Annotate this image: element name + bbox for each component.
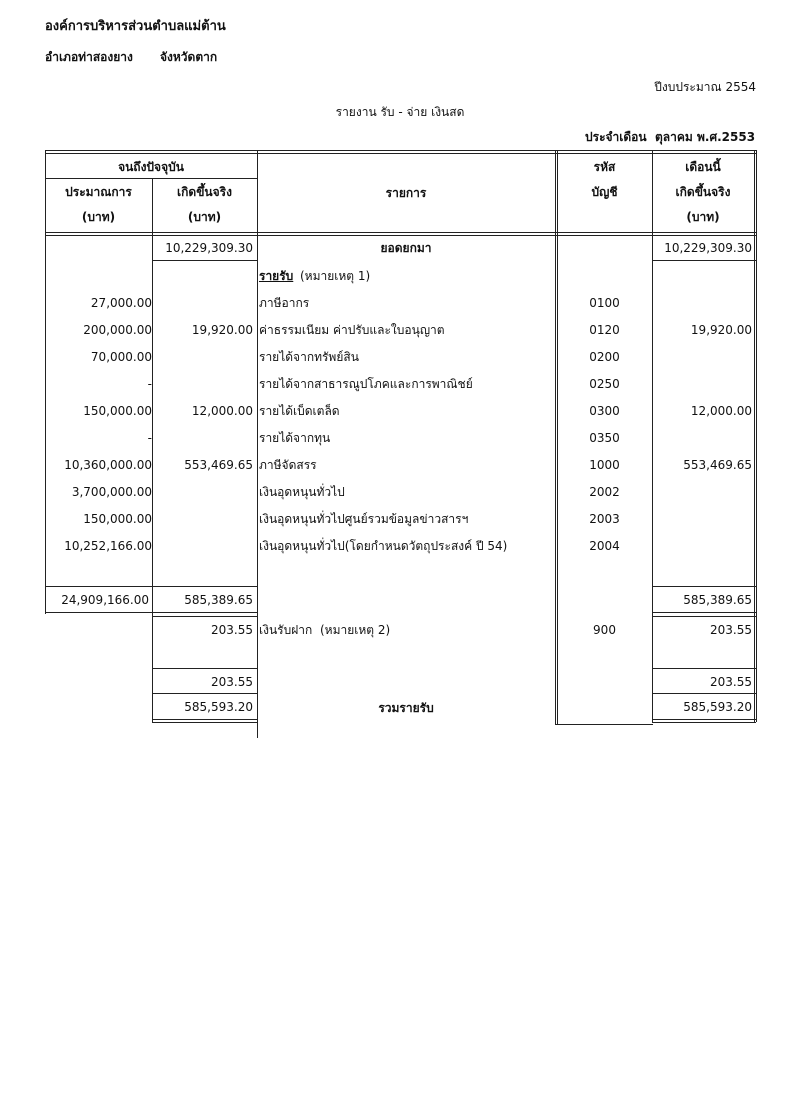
deposit-actual: 203.55 [211,623,253,637]
col-budget: ประมาณการ [65,185,132,199]
row-month: 12,000.00 [690,404,752,418]
col-code-2: บัญชี [591,185,618,199]
row-label: ภาษีอากร [259,296,310,310]
row-label: รายได้เบ็ดเตล็ด [259,404,340,418]
grand-total-month: 585,593.20 [683,700,752,714]
fiscal-year: ปีงบประมาณ 2554 [654,80,756,94]
col-code-1: รหัส [593,160,616,174]
district-name: อำเภอท่าสองยาง [45,50,133,64]
row-budget: 3,700,000.00 [71,485,152,499]
row-label: เงินอุดหนุนทั่วไป [259,485,345,499]
row-actual: 19,920.00 [191,323,253,337]
col-actual-unit: (บาท) [187,210,222,224]
row-code: 0250 [589,377,620,391]
row-label: รายได้จากสาธารณูปโภคและการพาณิชย์ [259,377,473,391]
row-label: ภาษีจัดสรร [259,458,317,472]
income-note: (หมายเหตุ 1) [300,269,371,283]
col-cumulative: จนถึงปัจจุบัน [118,160,184,174]
deposit-note: (หมายเหตุ 2) [320,623,391,637]
row-label: รายได้จากทรัพย์สิน [259,350,359,364]
row-label: ค่าธรรมเนียม ค่าปรับและใบอนุญาต [259,323,445,337]
bf-month: 10,229,309.30 [664,241,752,255]
deposit-month: 203.55 [710,623,752,637]
row-budget: - [147,377,152,391]
row-actual: 12,000.00 [191,404,253,418]
income-heading: รายรับ [259,269,294,283]
report-title: รายงาน รับ - จ่าย เงินสด [335,105,465,119]
row-label: รายได้จากทุน [259,431,331,445]
income-total-actual: 585,389.65 [184,593,253,607]
month-label: ประจำเดือน [585,130,647,144]
col-month-unit: (บาท) [686,210,720,224]
row-code: 2004 [589,539,620,553]
income-total-month: 585,389.65 [683,593,752,607]
row-label: เงินอุดหนุนทั่วไป(โดยกำหนดวัตถุประสงค์ ปี 54) [259,539,508,553]
row-code: 2002 [589,485,620,499]
col-item: รายการ [385,186,427,200]
deposit-label: เงินรับฝาก [259,623,313,637]
row-code: 2003 [589,512,620,526]
row-code: 0350 [589,431,620,445]
row-label: เงินอุดหนุนทั่วไปศูนย์รวมข้อมูลข่าวสารฯ [259,512,469,526]
col-budget-unit: (บาท) [81,210,116,224]
deposit-code: 900 [593,623,616,637]
row-month: 553,469.65 [683,458,752,472]
month-value: ตุลาคม พ.ศ.2553 [655,130,756,144]
income-total-budget: 24,909,166.00 [61,593,149,607]
deposit-total-month: 203.55 [710,675,752,689]
grand-total-label: รวมรายรับ [378,701,434,715]
col-actual: เกิดขึ้นจริง [177,185,232,199]
row-code: 0120 [589,323,620,337]
bf-label: ยอดยกมา [380,241,432,255]
row-code: 0200 [589,350,620,364]
row-actual: 553,469.65 [184,458,253,472]
row-budget: 150,000.00 [83,404,152,418]
grand-total-actual: 585,593.20 [184,700,253,714]
row-budget: 150,000.00 [83,512,152,526]
col-month: เดือนนี้ [685,160,721,174]
row-code: 0100 [589,296,620,310]
row-budget: 10,360,000.00 [64,458,152,472]
col-month-actual: เกิดขึ้นจริง [675,185,731,199]
row-budget: 70,000.00 [90,350,152,364]
row-budget: 27,000.00 [90,296,152,310]
row-budget: 200,000.00 [83,323,152,337]
row-code: 0300 [589,404,620,418]
row-code: 1000 [589,458,620,472]
row-month: 19,920.00 [690,323,752,337]
province-name: จังหวัดตาก [160,50,218,64]
org-name: องค์การบริหารส่วนตำบลแม่ต้าน [45,19,226,34]
bf-actual: 10,229,309.30 [165,241,253,255]
deposit-total-actual: 203.55 [211,675,253,689]
row-budget: - [147,431,152,445]
row-budget: 10,252,166.00 [64,539,152,553]
